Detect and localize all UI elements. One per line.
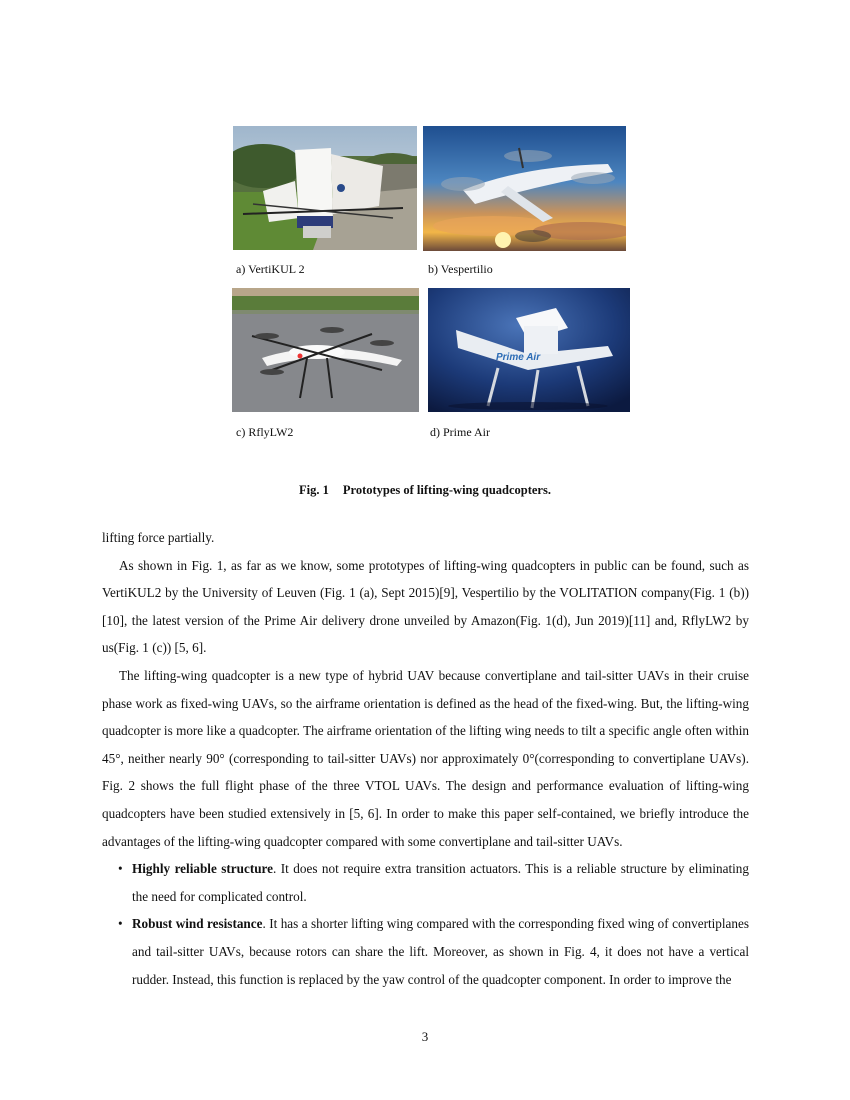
body-text: [102, 524, 749, 993]
subfigure-label-b: b) Vespertilio: [428, 262, 493, 276]
bullet-symbol: •: [118, 916, 123, 932]
vertikul-photo: [233, 126, 417, 250]
paragraph-hybrid-uav: The lifting-wing quadcopter is a new type of hybrid UAV because convertiplane and tail-sitter UAVs in their cruise phase work as fixed-wing UAVs, so the airframe orientation is defined as the head of the fixed-wing. But, the lifting-wing quadcopter is more like a quadcopter. The airframe orientation of the lifting wing needs to tilt a specific angle often within 45°, neither nearly 90° (corresponding to tail-sitter UAVs) nor approximately 0°(corresponding to convertiplane UAVs). Fig. 2 shows the full flight phase of the three VTOL UAVs. The design and performance evaluation of lifting-wing quadcopters have been studied extensively in [5, 6]. In order to make this paper self-contained, we briefly introduce the advantages of the lifting-wing quadcopter compared with some convertiplane and tail-sitter UAVs.: [102, 667, 749, 849]
subfigure-label-d: d) Prime Air: [430, 425, 490, 439]
bullet-text: . It does not require extra transition actuators. This is a reliable structure by eliminating the need for complicated control.: [132, 861, 749, 904]
bullet-title: Highly reliable structure: [132, 861, 274, 877]
figure-number: Fig. 1: [299, 483, 329, 497]
figure-caption: [0, 483, 850, 498]
paragraph-prototypes: As shown in Fig. 1, as far as we know, some prototypes of lifting-wing quadcopters in public can be found, such as VertiKUL2 by the University of Leuven (Fig. 1 (a), Sept 2015)[9], Vespertilio by the VOLITATION company(Fig. 1 (b))[10], the latest version of the Prime Air delivery drone unveiled by Amazon(Fig. 1(d), Jun 2019)[11] and, RflyLW2 by us(Fig. 1 (c)) [5, 6].: [102, 557, 749, 656]
paragraph-continuation: lifting force partially.: [102, 530, 215, 545]
figure-caption-text: Prototypes of lifting-wing quadcopters.: [342, 483, 551, 497]
page-number: 3: [421, 1029, 429, 1044]
prime-air-logo: Prime Air: [496, 352, 541, 363]
list-item: [102, 855, 749, 910]
subfigure-label-c: c) RflyLW2: [236, 425, 294, 439]
list-item: [102, 910, 749, 993]
advantages-list: [102, 855, 749, 993]
bullet-symbol: •: [118, 861, 123, 877]
rflylw2-photo: [232, 288, 419, 412]
prime-air-photo: [428, 288, 630, 412]
bullet-title: Robust wind resistance: [132, 916, 263, 932]
bullet-text: . It has a shorter lifting wing compared with the corresponding fixed wing of convertiplanes and tail-sitter UAVs, because rotors can share the lift. Moreover, as shown in Fig. 4, it does not have a vertical rudder. Instead, this function is replaced by the yaw control of the quadcopter component. In order to improve the: [132, 916, 749, 987]
vespertilio-photo: [423, 126, 626, 251]
subfigure-label-a: a) VertiKUL 2: [236, 262, 305, 276]
